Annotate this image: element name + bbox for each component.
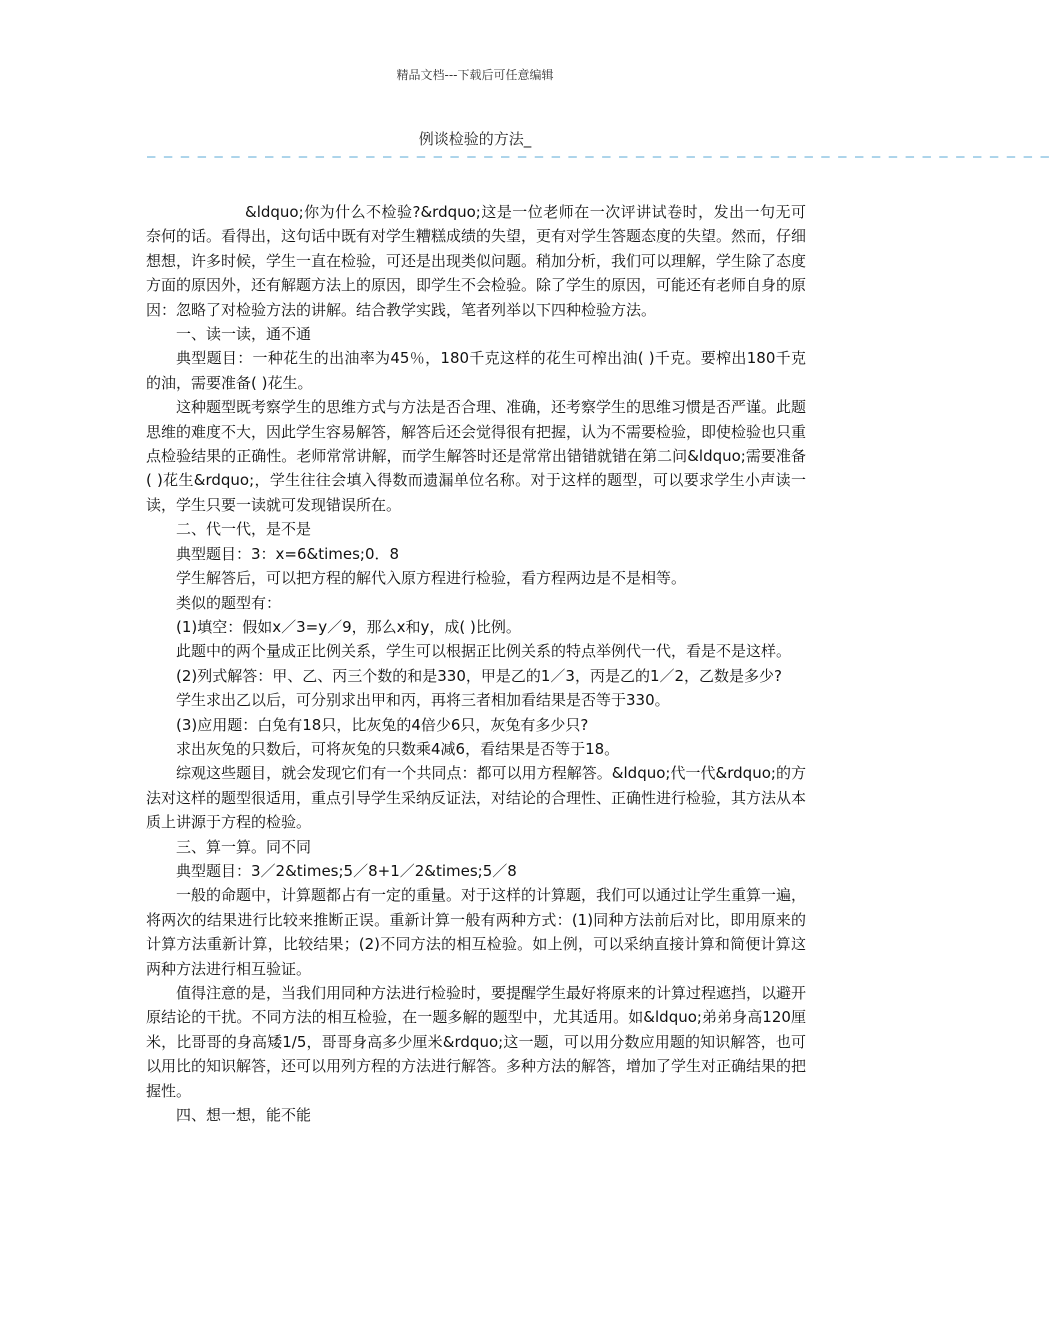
paragraph: 一般的命题中，计算题都占有一定的重量。对于这样的计算题，我们可以通过让学生重算一遍，将两次的结果进行比较来推断正误。重新计算一般有两种方式：(1)同种方法前后对比，即用原来的计算方法重新计算，比较结果；(2)不同方法的相互检验。如上例，可以采纳直接计算和简便计算这两种方法进行相互验证。 (146, 886, 807, 978)
paragraph: 学生解答后，可以把方程的解代入原方程进行检验，看方程两边是不是相等。 (176, 569, 687, 588)
paragraph: 典型题目：一种花生的出油率为45％，180千克这样的花生可榨出油( )千克。要榨出180千克的油，需要准备( )花生。 (146, 349, 806, 392)
paragraph: (2)列式解答：甲、乙、丙三个数的和是330，甲是乙的1／3，丙是乙的1／2，乙数是多少? (176, 666, 783, 685)
paragraph: 典型题目：3：x=6&times;0．8 (176, 544, 400, 563)
paragraph: 求出灰兔的只数后，可将灰兔的只数乘4减6，看结果是否等于18。 (176, 739, 620, 758)
paragraph: 类似的题型有： (176, 593, 282, 612)
page-header: 精品文档---下载后可任意编辑 (396, 68, 554, 82)
paragraph: &ldquo;你为什么不检验?&rdquo;这是一位老师在一次评讲试卷时，发出一句无可奈何的话。看得出，这句话中既有对学生糟糕成绩的失望，更有对学生答题态度的失望。然而，仔细想想，许多时候，学生一直在检验，可还是出现类似问题。稍加分析，我们可以理解，学生除了态度方面的原因外，还有解题方法上的原因，即学生不会检验。除了学生的原因，可能还有老师自身的原因：忽略了对检验方法的讲解。结合教学实践，笔者列举以下四种检验方法。 (146, 203, 807, 319)
paragraph: 综观这些题目，就会发现它们有一个共同点：都可以用方程解答。&ldquo;代一代&rdquo;的方法对这样的题型很适用，重点引导学生采纳反证法，对结论的合理性、正确性进行检验，其方法从本质上讲源于方程的检验。 (146, 764, 807, 832)
paragraph: 典型题目：3／2&times;5／8+1／2&times;5／8 (176, 861, 517, 880)
paragraph: 这种题型既考察学生的思维方式与方法是否合理、准确，还考察学生的思维习惯是否严谨。此题思维的难度不大，因此学生容易解答，解答后还会觉得很有把握，认为不需要检验，即使检验也只重点检验结果的正确性。老师常常讲解，而学生解答时还是常常出错错就错在第二问&ldquo;需要准备( )花生&rdquo;，学生往往会填入得数而遗漏单位名称。对于这样的题型，可以要求学生小声读一读，学生只要一读就可发现错误所在。 (146, 398, 807, 514)
section-heading: 三、算一算。同不同 (176, 837, 312, 856)
paragraph: (1)填空：假如x／3=y／9，那么x和y，成( )比例。 (176, 617, 521, 636)
document-title: 例谈检验的方法_ (418, 130, 532, 148)
paragraph: 学生求出乙以后，可分别求出甲和丙，再将三者相加看结果是否等于330。 (176, 691, 670, 710)
section-heading: 一、读一读，通不通 (176, 325, 312, 344)
paragraph: 值得注意的是，当我们用同种方法进行检验时，要提醒学生最好将原来的计算过程遮挡，以避开原结论的干扰。不同方法的相互检验，在一题多解的题型中，尤其适用。如&ldquo;弟弟身高120厘米，比哥哥的身高矮1/5，哥哥身高多少厘米&rdquo;这一题，可以用分数应用题的知识解答，也可以用比的知识解答，还可以用列方程的方法进行解答。多种方法的解答，增加了学生对正确结果的把握性。 (146, 984, 807, 1100)
paragraph: (3)应用题：白兔有18只，比灰兔的4倍少6只，灰兔有多少只? (176, 715, 589, 734)
paragraph: 此题中的两个量成正比例关系，学生可以根据正比例关系的特点举例代一代，看是不是这样。 (176, 642, 792, 661)
document-body (146, 200, 806, 1127)
section-heading: 二、代一代，是不是 (176, 520, 312, 539)
section-heading: 四、想一想，能不能 (176, 1106, 312, 1125)
title-divider: — — — — — — — — — — — — — — — — — — — — — — — — — — — — — — — — — — — — — — — — — — — — — — — — — — — — — — (147, 149, 1049, 165)
